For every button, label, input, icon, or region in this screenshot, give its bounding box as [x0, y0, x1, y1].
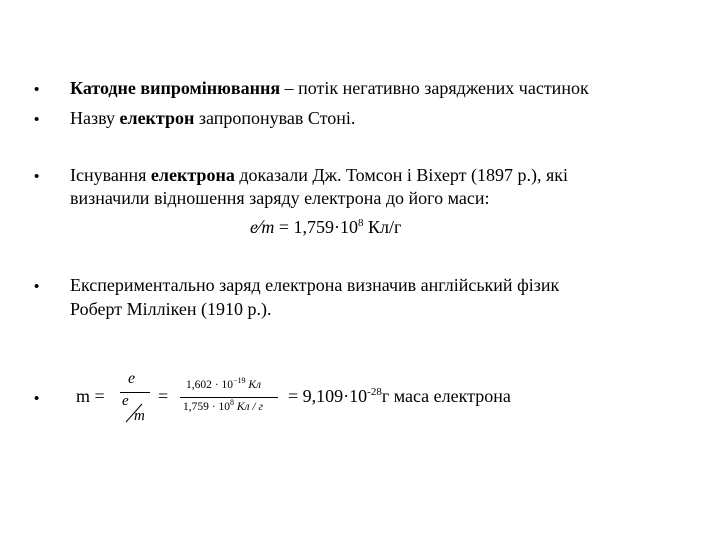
bullet-marker: • [34, 111, 40, 128]
formula-slash: ⁄ [258, 216, 262, 238]
ratio-value [183, 398, 263, 413]
result-exponent: -28 [367, 386, 382, 398]
formula-m: m [261, 217, 275, 237]
formula-unit: Кл/г [363, 217, 402, 237]
fraction-slash [112, 370, 154, 428]
cathode-rays-definition: – потік негативно заряджених частинок [280, 78, 589, 98]
electron-term-2: електрона [150, 165, 235, 185]
fraction-denominator-m: m [134, 408, 145, 424]
electron-name-rest: запропонував Стоні. [194, 108, 356, 128]
fraction-e-over-ratio [112, 370, 154, 428]
mass-m-equals: m = [76, 386, 105, 406]
fraction-numerator-e: e [128, 370, 136, 387]
formula-e: e [250, 217, 258, 237]
ratio-mantissa: 1,759 · 10 [183, 401, 230, 413]
formula-exponent: 8 [358, 217, 364, 229]
millikan-line-2: Роберт Міллікен (1910 р.). [70, 299, 272, 319]
charge-unit: Кл [245, 379, 262, 391]
bullet-marker: • [34, 168, 40, 185]
charge-exponent: −19 [232, 376, 246, 385]
thomson-prefix: Існування [70, 165, 151, 185]
ratio-exponent: 8 [229, 398, 234, 407]
thomson-line-1 [70, 165, 568, 186]
bullet-marker: • [34, 390, 40, 407]
result-mantissa: = 9,109·10 [288, 386, 368, 406]
electron-mass-result [288, 386, 511, 407]
millikan-line-1: Експериментально заряд електрона визначив англійський фізик [70, 275, 560, 295]
numeric-fraction [178, 376, 280, 422]
fraction-denominator-e: e [122, 393, 129, 409]
ratio-unit: Кл / г [233, 401, 263, 413]
charge-value [186, 376, 262, 391]
equals-sign: = [158, 386, 169, 406]
cathode-rays-line [70, 78, 589, 99]
bullet-marker: • [34, 278, 40, 295]
result-unit-label: г маса електрона [381, 386, 511, 406]
electron-term: електрон [119, 108, 195, 128]
thomson-rest: доказали Дж. Томсон і Віхерт (1897 р.), які [234, 165, 569, 185]
electron-name-prefix: Назву [70, 108, 120, 128]
bullet-marker: • [34, 81, 40, 98]
charge-mass-ratio-formula [250, 217, 401, 238]
thomson-line-2: визначили відношення заряду електрона до його маси: [70, 188, 490, 208]
charge-mantissa: 1,602 · 10 [186, 379, 233, 391]
electron-name-line [70, 108, 355, 129]
formula-value: = 1,759·10 [274, 217, 358, 237]
cathode-rays-term: Катодне випромінювання [70, 78, 281, 98]
